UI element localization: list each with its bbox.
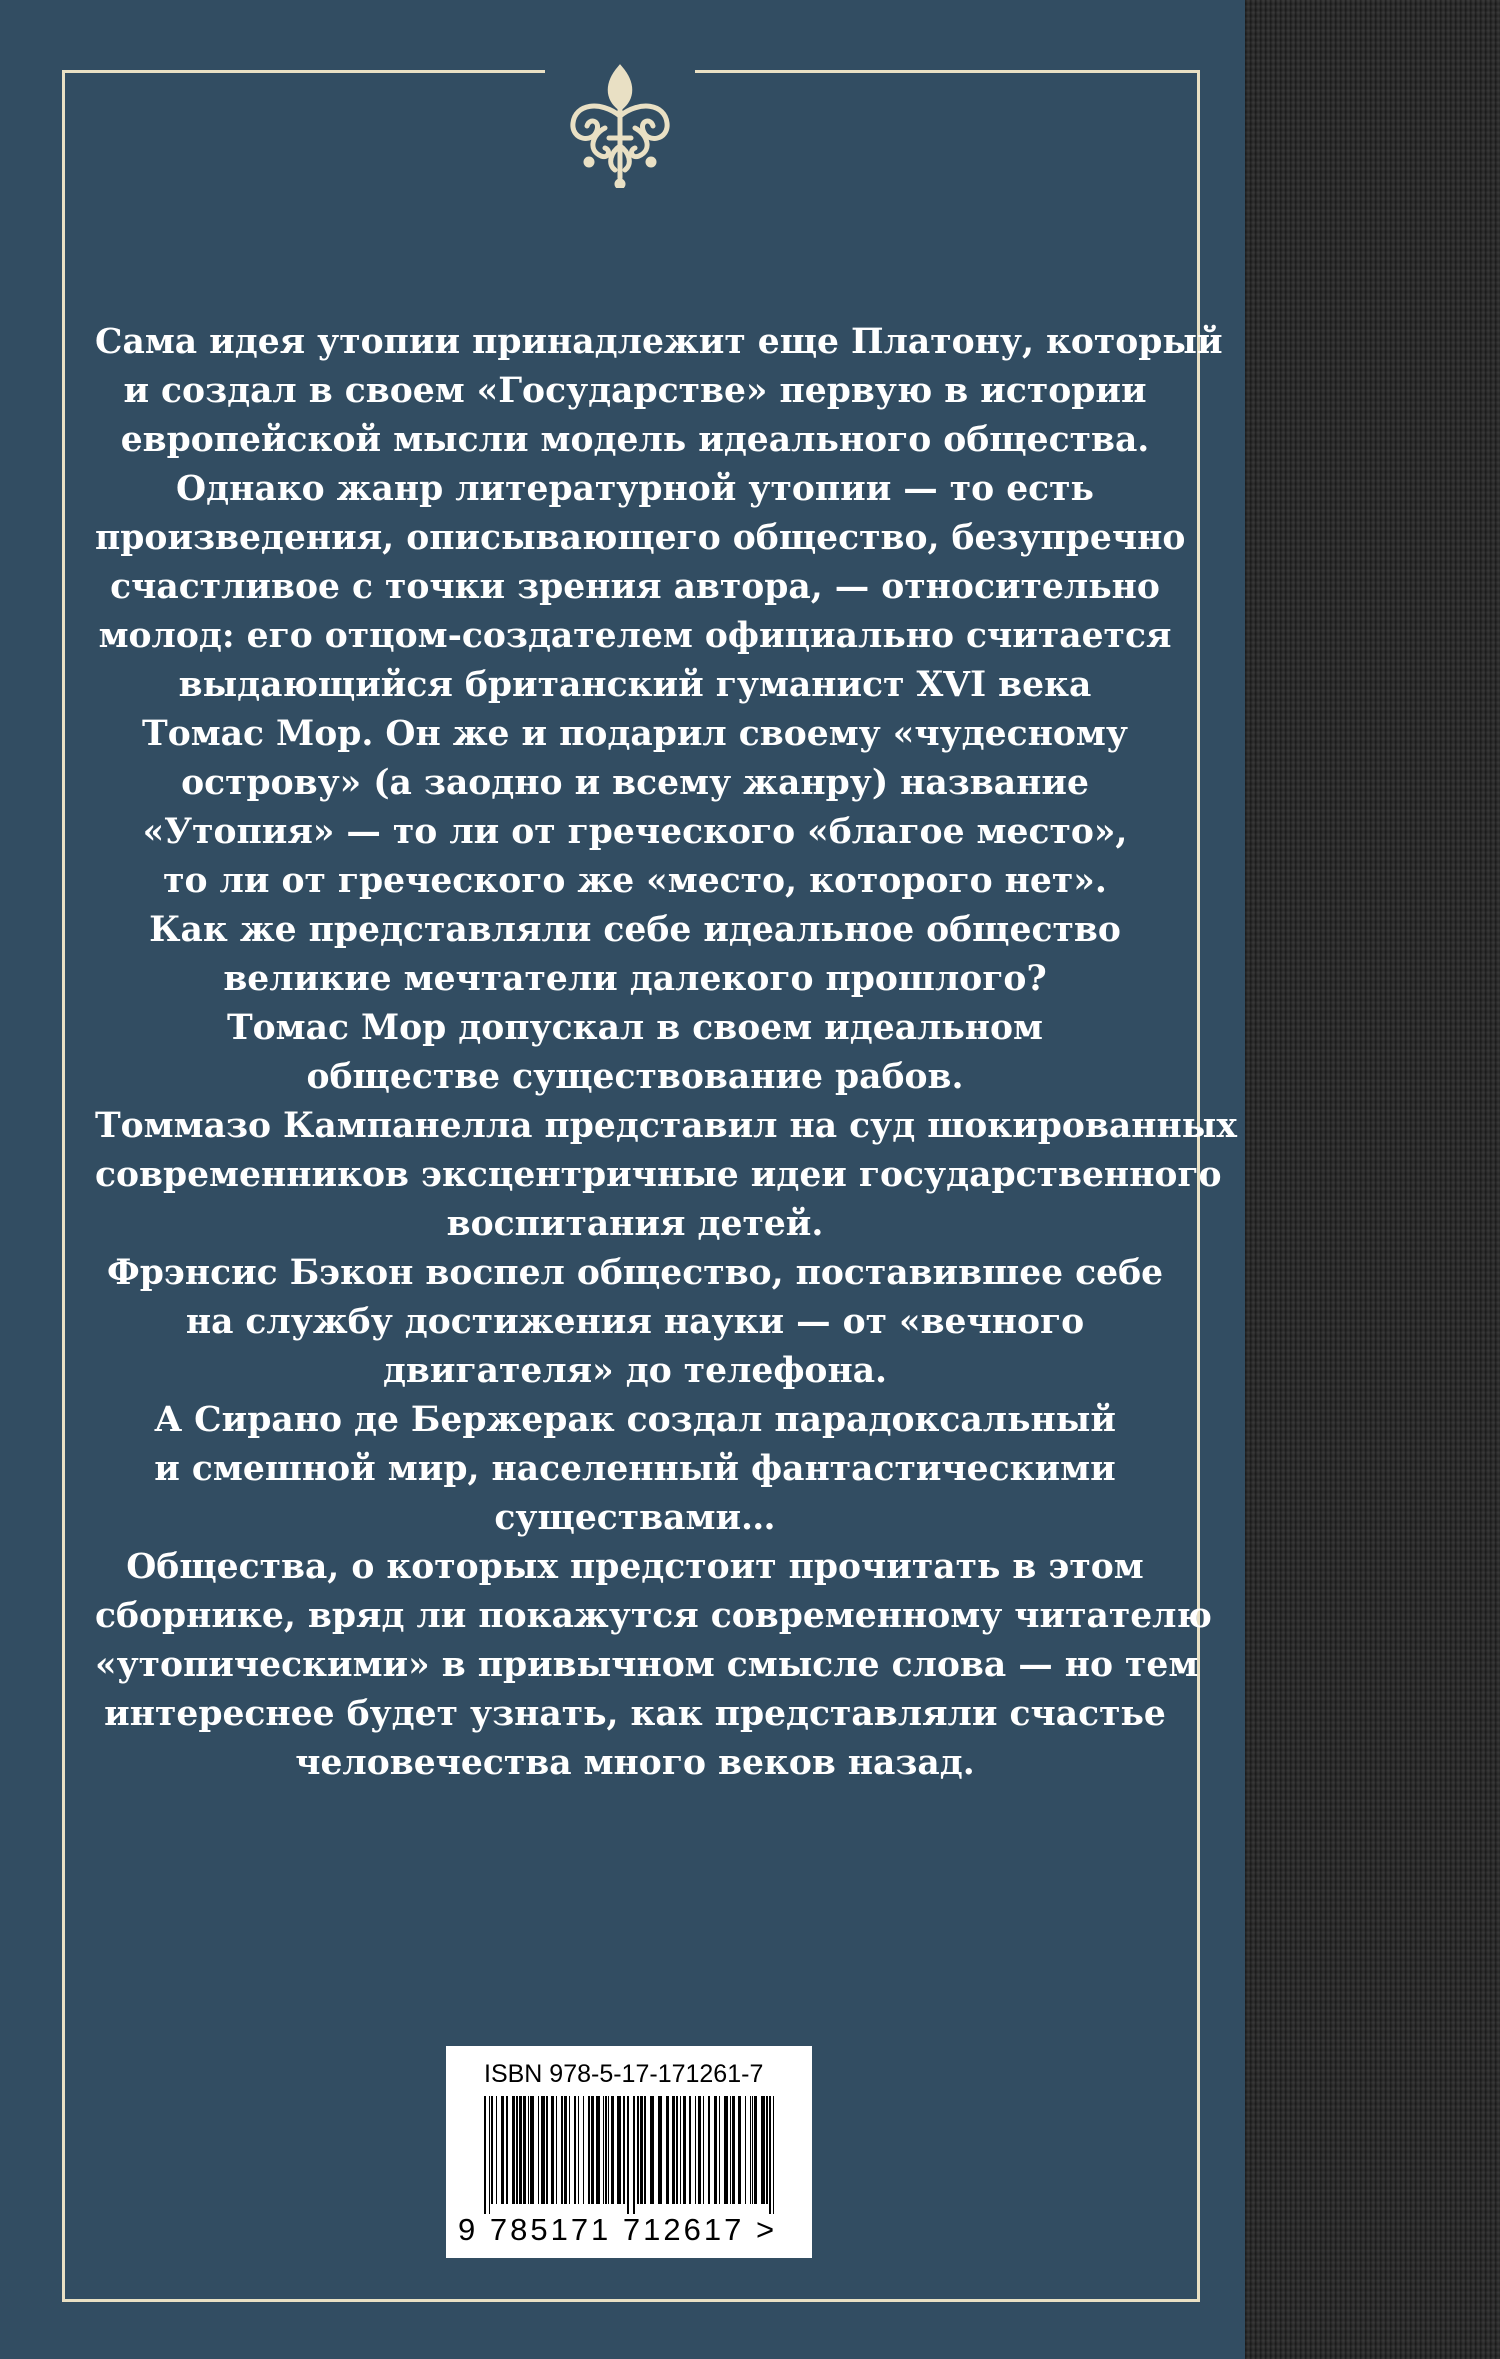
blurb-line: Томас Мор допускал в своем идеальном (226, 1008, 1044, 1048)
blurb-line: А Сирано де Бержерак создал парадоксальный (154, 1400, 1116, 1440)
blurb-line: на службу достижения науки — от «вечного (185, 1302, 1085, 1342)
blurb-line: Томмазо Кампанелла представил на суд шокированных (95, 1106, 1237, 1146)
ornament-icon (545, 38, 695, 188)
blurb-line: интереснее будет узнать, как представляли счастье (104, 1694, 1166, 1734)
blurb-line: Томас Мор. Он же и подарил своему «чудесному (142, 714, 1128, 754)
blurb-line: Однако жанр литературной утопии — то есть (176, 469, 1094, 509)
spine-texture (1245, 0, 1500, 2359)
blurb-line: и создал в своем «Государстве» первую в истории (123, 371, 1147, 411)
blurb-line: воспитания детей. (446, 1204, 824, 1244)
barcode-digits: 9 785171 712617 > (458, 2212, 778, 2247)
blurb-line: «утопическими» в привычном смысле слова — но тем (95, 1645, 1199, 1685)
barcode-sticker (446, 2046, 812, 2258)
blurb-line: произведения, описывающего общество, безупречно (95, 518, 1186, 558)
blurb-line: обществе существование рабов. (306, 1057, 964, 1097)
blurb-line: человечества много веков назад. (295, 1743, 975, 1783)
blurb-line: существами… (494, 1498, 776, 1538)
blurb-line: европейской мысли модель идеального общества. (120, 420, 1150, 460)
blurb-line: сборнике, вряд ли покажутся современному читателю (95, 1596, 1212, 1636)
blurb-line: «Утопия» — то ли от греческого «благое место», (142, 812, 1128, 852)
blurb-line: Как же представляли себе идеальное общество (149, 910, 1121, 950)
blurb-line: и смешной мир, населенный фантастическими (154, 1449, 1116, 1489)
blurb-line: молод: его отцом-создателем официально считается (98, 616, 1172, 656)
blurb-line: двигателя» до телефона. (382, 1351, 888, 1391)
blurb-line: выдающийся британский гуманист XVI века (178, 665, 1092, 705)
blurb-line: Общества, о которых предстоит прочитать в этом (126, 1547, 1144, 1587)
blurb-text (95, 318, 1237, 1788)
blurb-line: счастливое с точки зрения автора, — относительно (110, 567, 1160, 607)
blurb-line: современников эксцентричные идеи государственного (95, 1155, 1222, 1195)
blurb-line: то ли от греческого же «место, которого нет». (163, 861, 1107, 901)
blurb-line: Фрэнсис Бэкон воспел общество, поставившее себе (106, 1253, 1164, 1293)
blurb-line: Сама идея утопии принадлежит еще Платону, который (95, 322, 1223, 362)
blurb-line: острову» (а заодно и всему жанру) название (181, 763, 1089, 803)
isbn-label: ISBN 978-5-17-171261-7 (484, 2060, 764, 2088)
blurb-line: великие мечтатели далекого прошлого? (223, 959, 1047, 999)
barcode-bars-icon (484, 2096, 774, 2214)
